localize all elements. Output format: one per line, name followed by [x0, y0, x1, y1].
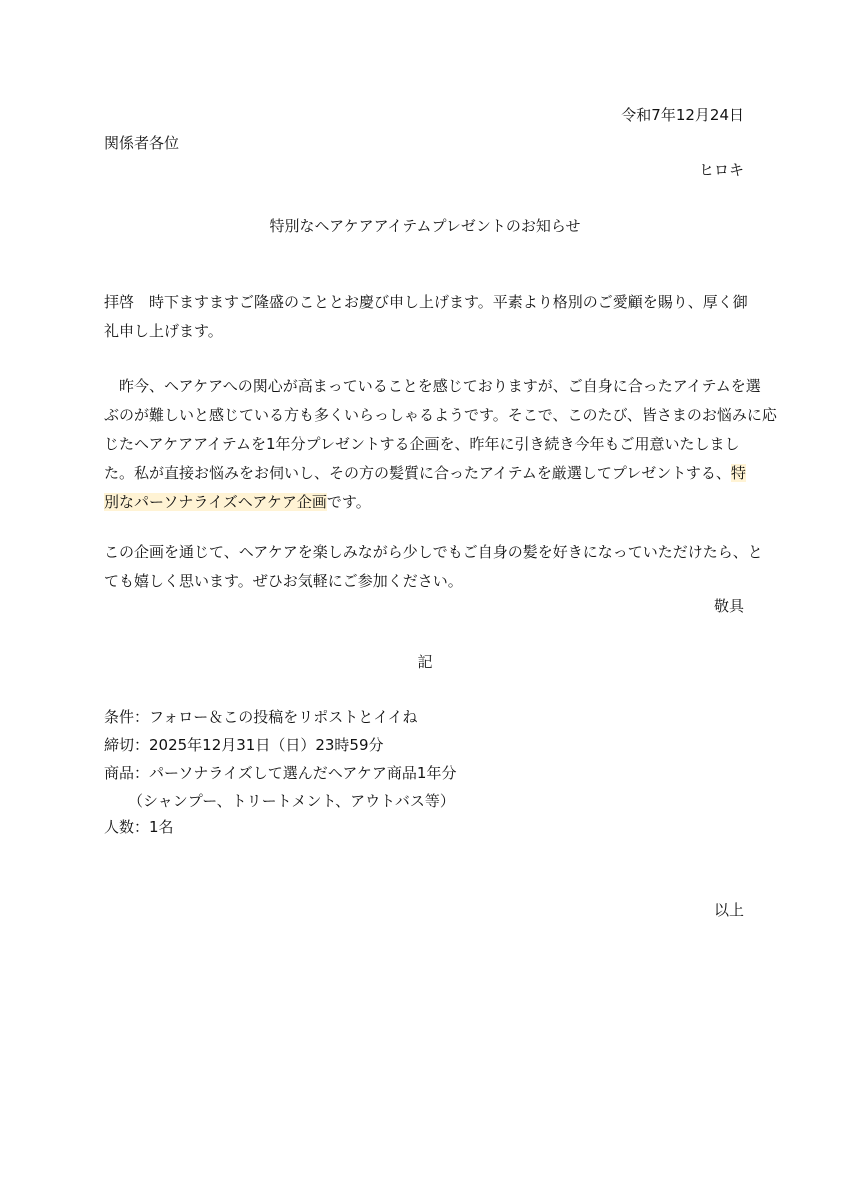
recipient: 関係者各位	[104, 134, 180, 152]
sender-name: ヒロキ	[698, 161, 744, 179]
detail-prize: 商品：パーソナライズして選んだヘアケア商品1年分	[104, 764, 457, 782]
closing-line: この企画を通じて、ヘアケアを楽しみながら少しでもご自身の髪を好きになっていただけたら、と	[104, 543, 763, 561]
main-line: 昨今、ヘアケアへの関心が高まっていることを感じておりますが、ご自身に合ったアイテムを選	[104, 377, 761, 395]
detail-deadline: 締切：2025年12月31日（日）23時59分	[104, 736, 384, 754]
document-title: 特別なヘアケアアイテムプレゼントのお知らせ	[269, 217, 581, 235]
detail-count: 人数：1名	[104, 818, 174, 836]
main-line: じたヘアケアアイテムを1年分プレゼントする企画を、昨年に引き続き今年もご用意いたしまし	[104, 435, 740, 453]
greeting-line: 拝啓 時下ますますご隆盛のこととお慶び申し上げます。平素より格別のご愛顧を賜り、厚く御	[104, 293, 748, 311]
document-date: 令和7年12月24日	[621, 106, 744, 124]
ki-heading: 記	[417, 653, 433, 671]
keigu: 敬具	[713, 597, 744, 615]
detail-prize-note: （シャンプー、トリートメント、アウトバス等）	[128, 792, 455, 810]
main-line-tail: です。	[326, 493, 371, 511]
main-paragraph	[104, 372, 777, 517]
greeting-paragraph	[104, 288, 748, 346]
end-mark: 以上	[713, 901, 744, 919]
main-line	[104, 459, 777, 488]
detail-condition: 条件：フォロー＆この投稿をリポストとイイね	[104, 708, 418, 726]
main-line	[104, 488, 777, 517]
main-line: ぶのが難しいと感じている方も多くいらっしゃるようです。そこで、このたび、皆さまのお悩みに応	[104, 406, 777, 424]
closing-paragraph	[104, 538, 763, 596]
highlight-text: 特	[730, 464, 746, 482]
main-line-text: た。私が直接お悩みをお伺いし、その方の髪質に合ったアイテムを厳選してプレゼントする、	[104, 464, 731, 482]
closing-line: ても嬉しく思います。ぜひお気軽にご参加ください。	[104, 572, 463, 590]
highlight-text: 別なパーソナライズヘアケア企画	[104, 493, 327, 511]
greeting-line: 礼申し上げます。	[104, 322, 223, 340]
